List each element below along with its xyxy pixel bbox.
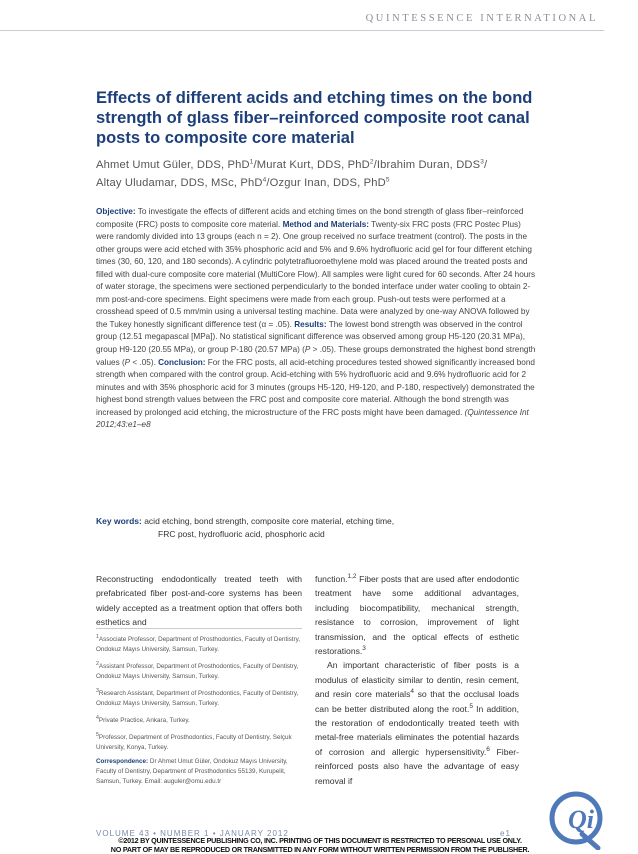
p-value-symbol: P [304, 345, 311, 355]
results-text: The lowest bond strength was observed in the control group (12.51 megapascal [MPa]). No statistical significant difference was observed among group H5-120 (20.31 MPa), group H9-120 (20.55 MPa), or group P-180 (20.57 MPa) ( [96, 319, 526, 355]
results-text: < .05). [130, 357, 156, 367]
footnote [96, 659, 302, 683]
footnote-text: Research Assistant, Department of Prosthodontics, Faculty of Dentistry, Ondokuz Mayıs University, Samsun, Turkey. [96, 690, 299, 708]
footnote [96, 713, 302, 726]
correspondence-text: Dr Ahmet Umut Güler, Ondokuz Mayıs University, Faculty of Dentistry, Department of Prosthodontics 55139, Kurupelit, Samsun, Turkey. Email: auguler@omu.edu.tr [96, 757, 288, 786]
author-affiliation-sup: 1 [249, 158, 254, 166]
keywords-line-1: acid etching, bond strength, composite core material, etching time, [144, 516, 395, 526]
results-label: Results: [294, 319, 327, 329]
correspondence [96, 757, 302, 788]
footnote-text: Assistant Professor, Department of Prosthodontics, Faculty of Dentistry, Ondokuz Mayıs University, Samsun, Turkey. [96, 663, 299, 681]
p-value-symbol: P [124, 357, 131, 367]
reference-sup: 5 [469, 702, 473, 710]
reference-sup: 3 [362, 645, 366, 653]
footnote-sup: 3 [96, 688, 99, 694]
objective-label: Objective: [96, 207, 136, 216]
author-affiliation-sup: 5 [385, 176, 390, 184]
header-rule [0, 30, 604, 31]
footer-issue: VOLUME 43 • NUMBER 1 • JANUARY 2012 [96, 829, 289, 838]
author: Ozgur Inan, DDS, PhD [269, 177, 386, 189]
footnote-sup: 2 [96, 661, 99, 667]
copyright-line-2: NO PART OF MAY BE REPRODUCED OR TRANSMITTED IN ANY FORM WITHOUT WRITTEN PERMISSION FROM THE PUBLISHER. [110, 845, 530, 854]
reference-sup: 1,2 [347, 573, 357, 581]
body-text: Fiber posts that are used after endodontic treatment have some additional advantages, including biocompatibility, mechanical strength, resistance to corrosion, improvement of light transmission, and the optical effects of esthetic restorations. [315, 574, 519, 657]
article-title: Effects of different acids and etching times on the bond strength of glass fiber–reinforced composite root canal posts to composite core material [96, 89, 533, 147]
objective-text: To investigate the effects of different acids and etching times on the bond strength of glass fiber–reinforced composite (FRC) posts to composite core material. [96, 207, 524, 229]
reference-sup: 6 [486, 746, 490, 754]
author-affiliation-sup: 3 [480, 158, 485, 166]
footnote-text: Associate Professor, Department of Prosthodontics, Faculty of Dentistry, Ondokuz Mayıs University, Samsun, Turkey. [96, 636, 301, 654]
footnote-sup: 4 [96, 715, 99, 721]
author-separator: / [484, 159, 488, 171]
logo-text: Qi [568, 805, 594, 834]
body-text: so that the occlusal loads can be better distributed along the root. [315, 689, 519, 714]
body-text: An important characteristic of fiber posts is a modulus of elasticity similar to dentin, resin cement, and resin core materials [315, 660, 519, 700]
footnote-text: Professor, Department of Prosthodontics, Faculty of Dentistry, Selçuk University, Konya, Turkey. [96, 733, 292, 752]
body-text: In addition, the restoration of endodontically treated teeth with metal-free materials eliminates the potential hazards of corrosion and allergic hypersensitivity. [315, 703, 519, 757]
footnote-sup: 1 [96, 634, 99, 640]
body-text: Fiber-reinforced posts also have the advantage of easy removal if [315, 746, 519, 786]
body-paragraph [315, 658, 519, 788]
author-separator: / [266, 177, 270, 189]
author-list [96, 156, 536, 192]
keywords-line-2: FRC post, hydrofluoric acid, phosphoric acid [158, 529, 325, 539]
reference-sup: 4 [410, 688, 414, 696]
page-number: e1 [500, 829, 511, 838]
author: Murat Kurt, DDS, PhD [256, 159, 370, 171]
author: Altay Uludamar, DDS, MSc, PhD [96, 177, 263, 189]
body-column-right [315, 572, 519, 788]
copyright-notice [90, 836, 550, 854]
author: Ibrahim Duran, DDS [376, 159, 481, 171]
author-separator: / [253, 159, 257, 171]
footnotes [96, 632, 302, 791]
citation: (Quintessence Int 2012;43:e1–e8 [96, 407, 529, 430]
methods-label: Method and Materials: [282, 219, 369, 229]
copyright-line-1: ©2012 BY QUINTESSENCE PUBLISHING CO, INC. PRINTING OF THIS DOCUMENT IS RESTRICTED TO PERSONAL USE ONLY. [118, 836, 522, 845]
quintessence-logo-icon [546, 790, 606, 850]
footnote [96, 686, 302, 710]
abstract [96, 206, 536, 432]
keywords [96, 515, 536, 541]
body-paragraph [315, 572, 519, 658]
footnote-text: Private Practice, Ankara, Turkey. [98, 717, 190, 725]
author-affiliation-sup: 4 [262, 176, 267, 184]
methods-text: Twenty-six FRC posts (FRC Postec Plus) were randomly divided into 13 groups (each n = 2). One group received no surface treatment (control). The posts in the other groups were acid etched with 35% phosphoric acid and 5% and 9.6% hydrofluoric acid gel for four different etching times (30, 60, 120, and 180 seconds). A cylindric polytetrafluoroethylene mold was placed around the treated posts and filled with dual-cure composite core material (MultiCore Flow). All samples were light cured for 60 seconds. After 24 hours of water storage, the specimens were sectioned perpendicularly to the bonded interface under water cooling to obtain 2-mm post-and-core specimens. Eight specimens were made from each group. Push-out tests were performed at a crosshead speed of 0.5 mm/min using a universal testing machine. Data were analyzed by one-way ANOVA followed by the Tukey honestly significant difference test (α = .05). [96, 219, 536, 329]
keywords-label: Key words: [96, 516, 142, 526]
author-affiliation-sup: 2 [369, 158, 374, 166]
body-column-left [96, 572, 302, 630]
author: Ahmet Umut Güler, DDS, PhD [96, 159, 250, 171]
correspondence-label: Correspondence: [96, 757, 149, 765]
author-separator: / [373, 159, 377, 171]
body-text: function. [315, 574, 348, 584]
body-paragraph: Reconstructing endodontically treated teeth with prefabricated fiber post-and-core systems has been widely accepted as a treatment option that offers both esthetics and [96, 574, 302, 628]
conclusion-label: Conclusion: [158, 357, 206, 367]
conclusion-text: For the FRC posts, all acid-etching procedures tested showed significantly increased bond strength when compared with the control group. Acid-etching with 5% hydrofluoric acid and 9.6% hydrofluoric acid for 2 minutes and with 35% phosphoric acid for 3 minutes (groups H5-120, H9-120, and P-180, respectively) demonstrated the highest bond strength values between the FRC post and composite core material. Although the bond strength was increased by prolonged acid etching, the microstructure of the FRC posts might have been damaged. [96, 357, 535, 417]
journal-name: QUINTESSENCE INTERNATIONAL [365, 13, 598, 24]
footnote [96, 632, 302, 656]
footnote [96, 730, 302, 754]
footnote-rule [96, 628, 302, 629]
results-text: > .05). These groups demonstrated the highest bond strength values ( [96, 345, 536, 367]
footnote-sup: 5 [96, 731, 99, 738]
